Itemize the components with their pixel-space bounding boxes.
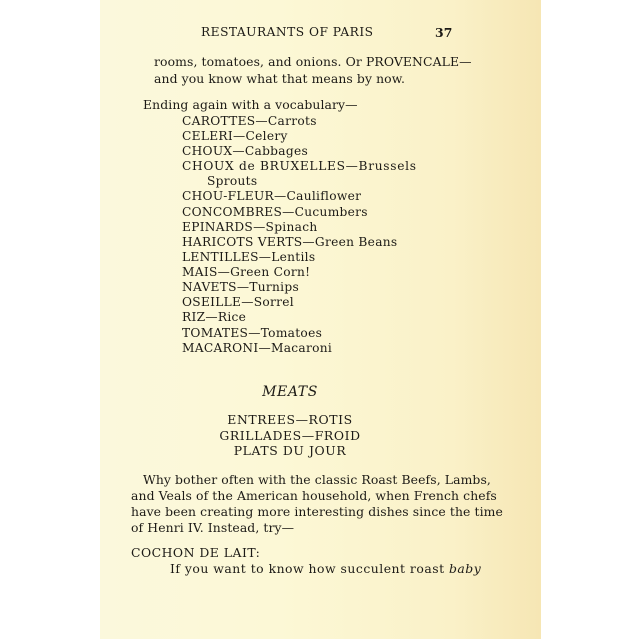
dish-description — [170, 561, 481, 576]
vocab-item: CHOUX—Cabbages — [182, 144, 309, 158]
vocab-item: TOMATES—Tomatoes — [182, 326, 323, 340]
section-title-meats: MEATS — [262, 384, 318, 400]
meats-subhead: ENTREES—ROTIS — [227, 412, 353, 427]
vocab-item: CHOU-FLEUR—Cauliflower — [182, 189, 362, 203]
vocab-item: RIZ—Rice — [182, 310, 247, 324]
vocabulary-lead: Ending again with a vocabulary— — [143, 97, 358, 112]
vocab-item: CHOUX de BRUXELLES—Brussels — [182, 159, 417, 173]
vocab-item: EPINARDS—Spinach — [182, 220, 318, 234]
vocab-item: CELERI—Celery — [182, 129, 288, 143]
paragraph-line: have been creating more interesting dishes since the time — [131, 504, 503, 519]
intro-line-2: and you know what that means by now. — [154, 71, 405, 86]
paragraph-line: Why bother often with the classic Roast Beefs, Lambs, — [143, 472, 491, 487]
vocab-item: NAVETS—Turnips — [182, 280, 300, 294]
vocab-item: MAIS—Green Corn! — [182, 265, 311, 279]
dish-description-text: If you want to know how succulent roast — [170, 561, 449, 576]
running-header: RESTAURANTS OF PARIS — [201, 25, 374, 39]
meats-subhead: GRILLADES—FROID — [219, 428, 361, 443]
vocab-item: OSEILLE—Sorrel — [182, 295, 294, 309]
paragraph-line: and Veals of the American household, when French chefs — [131, 488, 497, 503]
vocab-item: HARICOTS VERTS—Green Beans — [182, 235, 398, 249]
vocab-item: CONCOMBRES—Cucumbers — [182, 205, 368, 219]
paragraph-line: of Henri IV. Instead, try— — [131, 520, 295, 535]
vocab-item: LENTILLES—Lentils — [182, 250, 316, 264]
dish-name: COCHON DE LAIT: — [131, 545, 261, 560]
vocab-item: CAROTTES—Carrots — [182, 114, 317, 128]
dish-description-italic: baby — [448, 561, 482, 576]
book-page — [100, 0, 541, 639]
intro-line-1: rooms, tomatoes, and onions. Or PROVENCALE— — [154, 54, 472, 69]
meats-subhead: PLATS DU JOUR — [233, 443, 347, 458]
vocab-item-continuation: Sprouts — [207, 174, 258, 188]
page-number: 37 — [435, 25, 453, 40]
vocab-item: MACARONI—Macaroni — [182, 341, 333, 355]
